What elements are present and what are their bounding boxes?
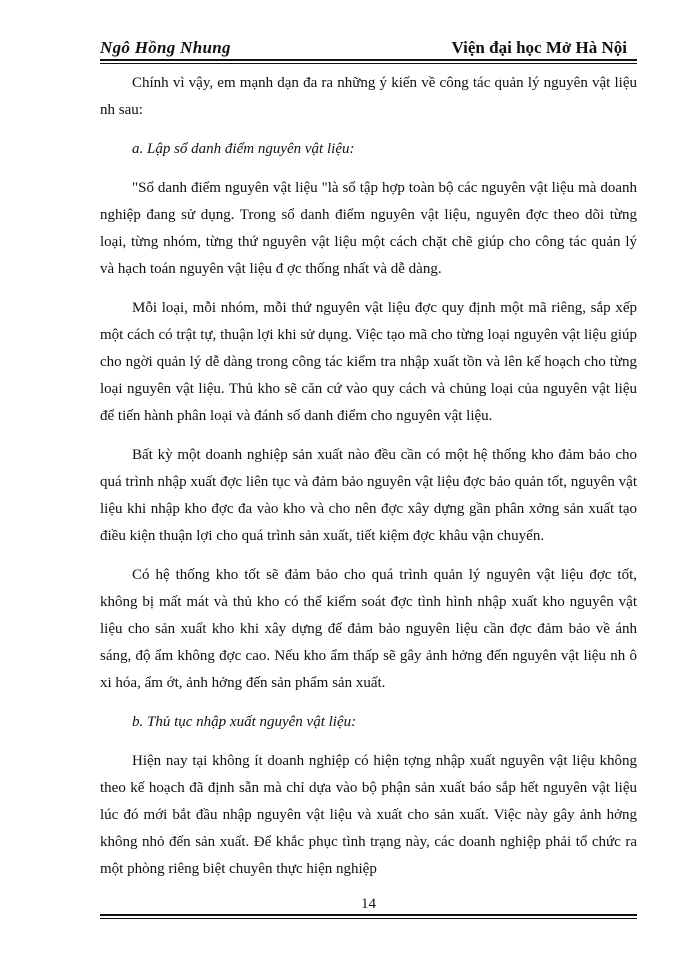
paragraph: Hiện nay tại không ít doanh nghiệp có hiện tợng nhập xuất nguyên vật liệu không theo kế hoạch đã định sẵn mà chỉ dựa vào bộ phận sản xuất báo sắp hết nguyên vật liệu lúc đó mới bắt đầu nhập nguyên vật liệu và xuất cho sản xuất. Việc này gây ảnh hởng không nhỏ đến sản xuất. Để khắc phục tình trạng này, các doanh nghiệp phải tổ chức ra một phòng riêng biệt chuyên thực hiện nghiệp (100, 753, 637, 877)
institution-name: Viện đại học Mở Hà Nội (451, 38, 627, 57)
intro-paragraph: Chính vì vậy, em mạnh dạn đa ra những ý kiến về công tác quản lý nguyên vật liệu nh sau: (100, 75, 637, 118)
paragraph: Mỗi loại, mỗi nhóm, mỗi thứ nguyên vật liệu đợc quy định một mã riêng, sắp xếp một cách có trật tự, thuận lợi khi sử dụng. Việc tạo mã cho từng loại nguyên vật liệu giúp cho ngời quản lý dễ dàng trong công tác kiểm tra nhập xuất tồn và lên kế hoạch cho từng loại nguyên vật liệu. Thủ kho sẽ căn cứ vào quy cách và chủng loại của nguyên vật liệu để tiến hành phân loại và đánh số danh điểm cho nguyên vật liệu. (100, 300, 637, 424)
paragraph: "Sổ danh điểm nguyên vật liệu "là sổ tập hợp toàn bộ các nguyên vật liệu mà doanh nghiệp đang sử dụng. Trong sổ danh điểm nguyên vật liệu, nguyên đợc theo dõi từng loại, từng nhóm, từng thứ nguyên vật liệu một cách chặt chẽ giúp cho công tác quản lý và hạch toán nguyên vật liệu đ ợc thống nhất và dễ dàng. (100, 180, 637, 277)
section-heading-b: b. Thủ tục nhập xuất nguyên vật liệu: (132, 714, 357, 730)
section-heading-a: a. Lập sổ danh điểm nguyên vật liệu: (132, 141, 355, 157)
author-name: Ngô Hồng Nhung (100, 38, 231, 57)
header-rule-thin (100, 63, 637, 64)
footer-rule (100, 914, 637, 916)
page-header (100, 38, 637, 60)
header-rule (100, 59, 637, 61)
paragraph: Có hệ thống kho tốt sẽ đảm bảo cho quá trình quản lý nguyên vật liệu đợc tốt, không bị mất mát và thủ kho có thể kiểm soát đợc tình hình nhập xuất kho nguyên vật liệu cho sản xuất kho khi xây dựng để đảm bảo nguyên liệu cần đợc đảm bảo về ánh sáng, độ ẩm không đợc cao. Nếu kho ẩm thấp sẽ gây ảnh hởng đến nguyên vật liệu nh ô xi hóa, ẩm ớt, ảnh hởng đến sản phẩm sản xuất. (100, 567, 637, 691)
footer-rule-thin (100, 918, 637, 919)
page-body (100, 70, 637, 883)
paragraph: Bất kỳ một doanh nghiệp sản xuất nào đều cần có một hệ thống kho đảm bảo cho quá trình nhập xuất đợc liên tục và đảm bảo nguyên vật liệu đợc bảo quản tốt, nguyên vật liệu khi nhập kho đợc đa vào kho và cho nên đợc xây dựng gần phân xởng sản xuất tạo điều kiện thuận lợi cho quá trình sản xuất, tiết kiệm đợc khâu vận chuyển. (100, 447, 637, 544)
page-number: 14 (361, 896, 376, 912)
